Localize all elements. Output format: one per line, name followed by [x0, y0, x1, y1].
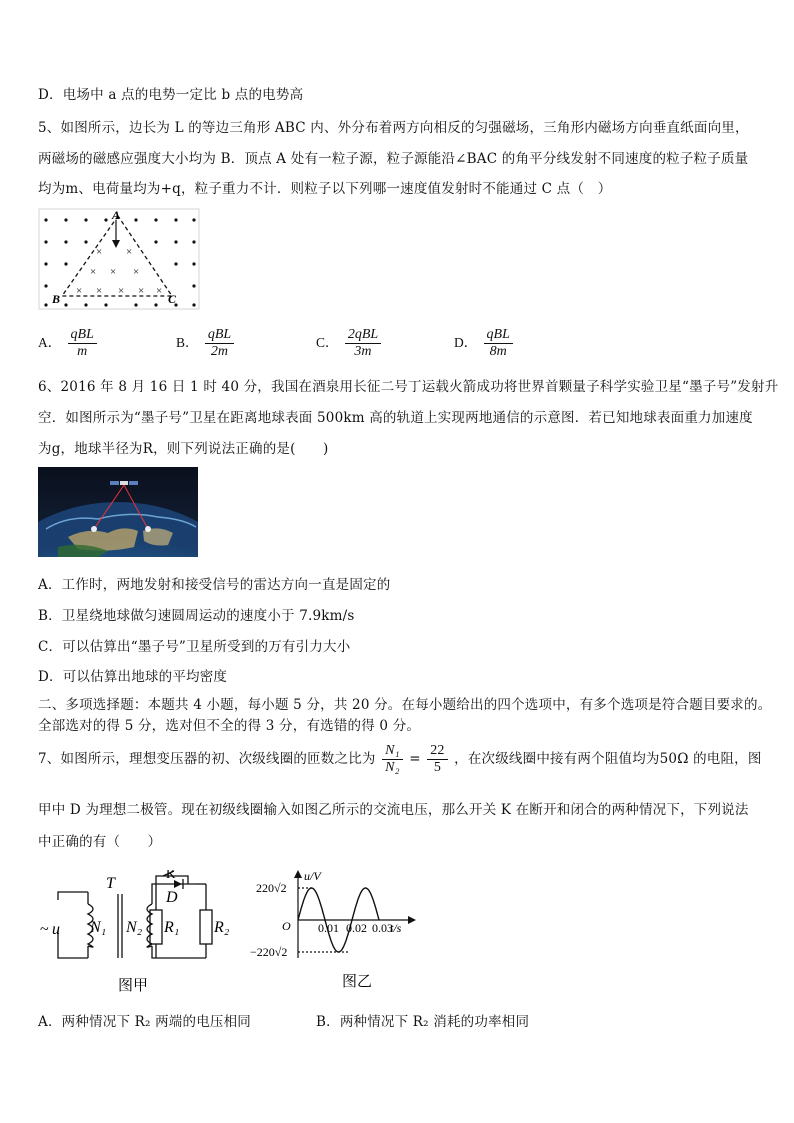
ground-station-icon: [91, 526, 97, 532]
label-k: K: [166, 870, 176, 881]
caption-jia: 图甲: [118, 978, 149, 994]
q5-line2: 两磁场的磁感应强度大小均为 B．顶点 A 处有一粒子源，粒子源能沿∠BAC 的角平分线发射不同速度的粒子粒子质量: [38, 151, 749, 167]
q7-line2: 甲中 D 为理想二极管。现在初级线圈输入如图乙所示的交流电压，那么开关 K 在断开和闭合的两种情况下，下列说法: [38, 802, 749, 818]
origin-label: O: [282, 919, 291, 933]
label-a: A: [112, 208, 121, 222]
section2-line2: 全部选对的得 5 分，选对但不全的得 3 分，有选错的得 0 分。: [38, 718, 421, 734]
q6-line1: 6、2016 年 8 月 16 日 1 时 40 分，我国在酒泉用长征二号丁运载火箭成功将世界首颗量子科学实验卫星“墨子号”发射升: [38, 379, 779, 395]
section2-line1: 二、多项选择题：本题共 4 小题，每小题 5 分，共 20 分。在每小题给出的四个选项中，有多个选项是符合题目要求的。: [38, 697, 772, 713]
svg-text:×: ×: [76, 285, 83, 297]
x-axis-label: t/s: [390, 921, 402, 935]
q6-satellite-image: [38, 467, 198, 557]
q5-option-b[interactable]: B． $\frac{\text{qBL}}{2m}$: [176, 327, 236, 360]
label-d: D: [166, 889, 178, 906]
diode-icon: [174, 880, 182, 888]
label-r1: R₁: [164, 919, 180, 936]
svg-text:×: ×: [126, 246, 133, 258]
label-t: T: [106, 875, 115, 892]
q6-line3: 为g，地球半径为R，则下列说法正确的是( ): [38, 441, 329, 457]
q6-option-c[interactable]: C．可以估算出“墨子号”卫星所受到的万有引力大小: [38, 639, 351, 655]
y-min-label: −220√2: [250, 945, 288, 959]
q7-line1: 7、如图所示，理想变压器的初、次级线圈的匝数之比为 $\frac{\text{N₁}}{\text{N₂}}$ = $\frac{22}{5}$ ，在次级线圈中接有两个阻值均为50Ω 的电阻，图: [38, 743, 762, 775]
q6-option-b[interactable]: B．卫星绕地球做匀速圆周运动的速度小于 7.9km/s: [38, 608, 355, 624]
y-max-label: 220√2: [256, 881, 287, 895]
ratio-value: $\frac{22}{5}$: [427, 743, 447, 776]
turns-ratio: $\frac{\text{N₁}}{\text{N₂}}$: [382, 743, 403, 776]
x-tick-label: 0.02: [346, 921, 367, 935]
svg-text:×: ×: [96, 246, 103, 258]
option-d-prev: D．电场中 a 点的电势一定比 b 点的电势高: [38, 87, 304, 103]
q5-option-d[interactable]: D． $\frac{\text{qBL}}{8m}$: [454, 327, 515, 360]
q7-figure-jia-circuit: [38, 870, 244, 998]
q6-line2: 空．如图所示为“墨子号”卫星在距离地球表面 500km 高的轨道上实现两地通信的示意图．若已知地球表面重力加速度: [38, 410, 753, 426]
q7-line3: 中正确的有（ ）: [38, 834, 162, 850]
x-tick-label: 0.03: [372, 921, 393, 935]
y-axis-label: u/V: [304, 869, 321, 883]
ac-source-icon: ~: [40, 921, 49, 938]
q5-option-c[interactable]: C． $\frac{\text{2qBL}}{3m}$: [316, 327, 383, 360]
label-b: B: [52, 292, 61, 306]
label-c: C: [168, 292, 177, 306]
satellite-icon: [110, 481, 138, 485]
q7-figure-yi-waveform: [250, 868, 430, 996]
label-r2: R₂: [214, 919, 230, 936]
field-crosses: [76, 246, 162, 297]
label-n1: N₁: [90, 919, 107, 936]
q5-figure-triangle-field: [38, 208, 200, 310]
q7-option-a[interactable]: A．两种情况下 R₂ 两端的电压相同: [38, 1014, 252, 1030]
q5-line3: 均为m、电荷量均为+q，粒子重力不计．则粒子以下列哪一速度值发射时不能通过 C 点（ ）: [38, 181, 612, 197]
ground-station-icon: [145, 526, 151, 532]
q6-option-d[interactable]: D．可以估算出地球的平均密度: [38, 669, 228, 685]
svg-text:×: ×: [96, 285, 103, 297]
svg-text:×: ×: [118, 285, 125, 297]
svg-text:×: ×: [110, 266, 117, 278]
caption-yi: 图乙: [342, 974, 373, 990]
q7-option-b[interactable]: B．两种情况下 R₂ 消耗的功率相同: [316, 1014, 530, 1030]
svg-text:×: ×: [156, 285, 163, 297]
label-u: u: [52, 921, 60, 938]
svg-text:×: ×: [133, 266, 140, 278]
q5-line1: 5、如图所示，边长为 L 的等边三角形 ABC 内、外分布着两方向相反的匀强磁场，三角形内磁场方向垂直纸面向里，: [38, 120, 749, 136]
triangle-abc: [62, 216, 172, 296]
svg-text:×: ×: [138, 285, 145, 297]
q6-option-a[interactable]: A．工作时，两地发射和接受信号的雷达方向一直是固定的: [38, 577, 391, 593]
q5-option-a[interactable]: A． $\frac{\text{qBL}}{m}$: [38, 327, 99, 360]
x-tick-label: 0.01: [318, 921, 339, 935]
label-n2: N₂: [126, 919, 143, 936]
svg-text:×: ×: [90, 266, 97, 278]
